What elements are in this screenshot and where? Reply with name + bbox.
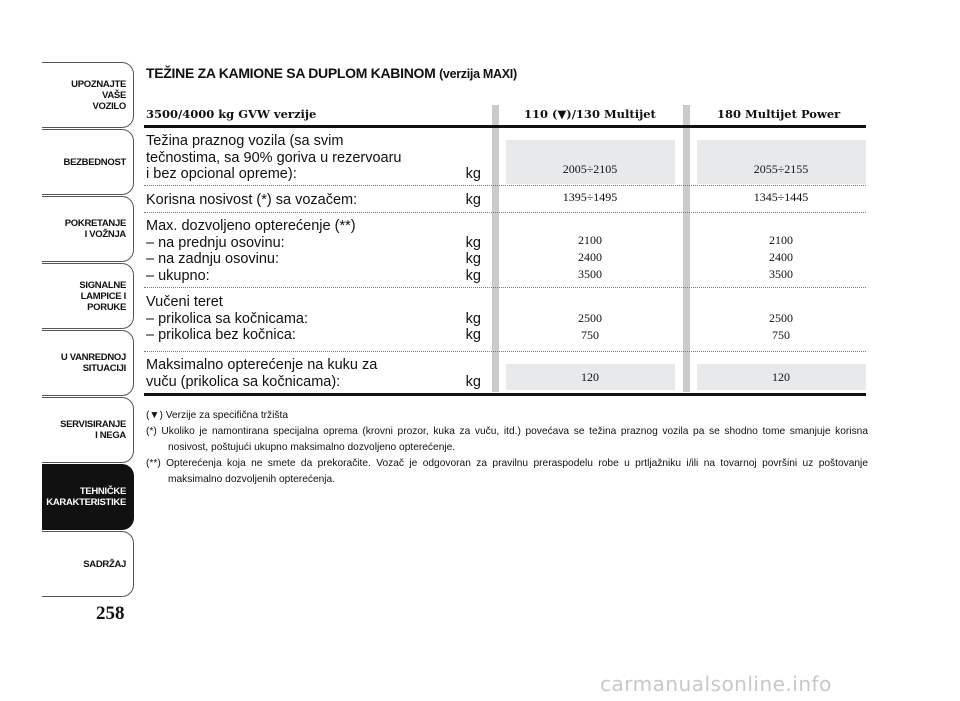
- footnotes: [146, 408, 868, 488]
- table-row: Vučeni teret – prikolica sa kočnicama: kg – prikolica bez kočnica: kg: [146, 294, 481, 343]
- table-row: Maksimalno opterećenje na kuku za vuču (prikolica sa kočnicama): kg: [146, 357, 481, 390]
- row-divider: [144, 212, 866, 213]
- row-divider: [144, 185, 866, 186]
- cell-value: 1345÷1445: [753, 190, 809, 204]
- column-separator: [683, 105, 690, 392]
- cell-value: 2500 750: [769, 311, 793, 342]
- title-main: TEŽINE ZA KAMIONE SA DUPLOM KABINOM: [146, 65, 436, 81]
- page-number: 258: [96, 603, 125, 624]
- tab-tehnicke-karakteristike[interactable]: TEHNIČKE KARAKTERISTIKE: [42, 464, 134, 530]
- footnote: (**) Opterećenja koja ne smete da prekoračite. Vozač je odgovoran za pravilnu preraspodelu robe u prtljažniku i/ili na tovarnoj površini uz poštovanje maksimalno dozvoljenih opterećenja.: [146, 458, 868, 485]
- footnote: (▼) Verzije za specifična tržišta: [146, 410, 288, 421]
- cell-value: 1395÷1495: [562, 190, 618, 204]
- table-row: Težina praznog vozila (sa svim tečnostima, sa 90% goriva u rezervoaru i bez opcional opreme): kg: [146, 133, 481, 182]
- tab-pokretanje-i-voznja[interactable]: POKRETANJE I VOŽNJA: [42, 196, 134, 262]
- row-divider: [144, 287, 866, 288]
- tab-signalne-lampice[interactable]: SIGNALNE LAMPICE I PORUKE: [42, 263, 134, 329]
- cell-value: 2100 2400 3500: [578, 233, 602, 281]
- page-title: [146, 65, 517, 81]
- cell-value: 2005÷2105: [562, 162, 618, 176]
- header-col1: 110 (▼)/130 Multijet: [524, 107, 656, 121]
- tab-bezbednost[interactable]: BEZBEDNOST: [42, 129, 134, 195]
- table-bottom-rule: [144, 393, 866, 396]
- tab-sadrzaj[interactable]: SADRŽAJ: [42, 531, 134, 597]
- cell-value: 120: [581, 370, 599, 384]
- table-row: Korisna nosivost (*) sa vozačem: kg: [146, 192, 481, 208]
- header-col2: 180 Multijet Power: [717, 107, 841, 121]
- header-label: 3500/4000 kg GVW verzije: [146, 107, 317, 121]
- table-row: Max. dozvoljeno opterećenje (**) – na prednju osovinu: kg – na zadnju osovinu: kg – ukupno: kg: [146, 218, 481, 284]
- footnote: (*) Ukoliko je namontirana specijalna oprema (krovni prozor, kuka za vuču, itd.) povećava se težina praznog vozila pa se shodno tome smanjuje korisna nosivost, poštujući ukupno maksimalno dozvoljeno opterećenje.: [146, 426, 868, 453]
- column-separator: [492, 105, 499, 392]
- title-sub: (verzija MAXI): [439, 67, 517, 81]
- row-divider: [144, 351, 866, 352]
- cell-value: 2055÷2155: [753, 162, 809, 176]
- tab-upoznajte-vase-vozilo[interactable]: UPOZNAJTE VAŠE VOZILO: [42, 62, 134, 128]
- watermark: carmanualsonline.info: [600, 672, 832, 696]
- table-top-rule: [144, 125, 866, 128]
- tab-servisiranje-i-nega[interactable]: SERVISIRANJE I NEGA: [42, 397, 134, 463]
- cell-value: 2100 2400 3500: [769, 233, 793, 281]
- cell-value: 120: [772, 370, 790, 384]
- cell-value: 2500 750: [578, 311, 602, 342]
- tab-u-vanrednoj-situaciji[interactable]: U VANREDNOJ SITUACIJI: [42, 330, 134, 396]
